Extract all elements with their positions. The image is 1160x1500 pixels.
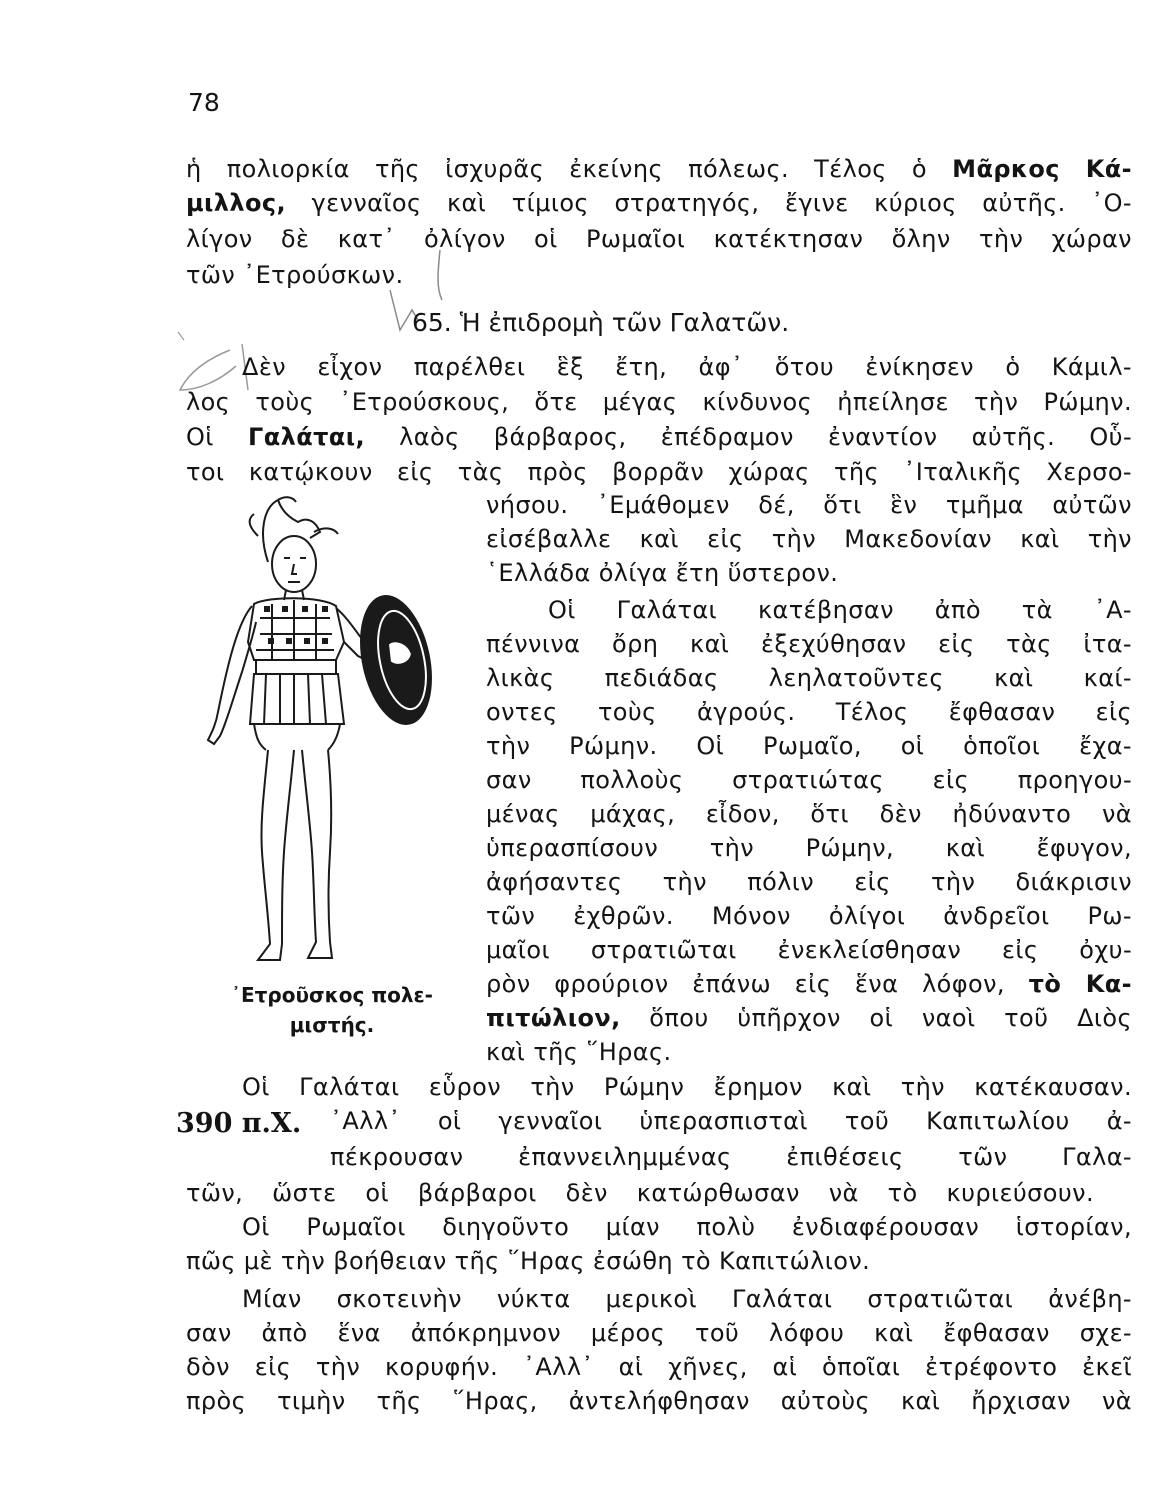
text-line: ῾Ελλάδα ὀλίγα ἔτη ὕστερον. <box>486 559 839 587</box>
text-line: λος τοὺς ᾿Ετρούσκους, ὅτε μέγας κίνδυνος ἠπείλησε τὴν Ρώμην. <box>186 388 1132 416</box>
text-line: λίγον δὲ κατ᾿ ὀλίγον οἱ Ρωμαῖοι κατέκτησαν ὅλην τὴν χώραν <box>186 225 1132 253</box>
text-line: Οἱ Ρωμαῖοι διηγοῦντο μίαν πολὺ ἐνδιαφέρουσαν ἱστορίαν, <box>242 1213 1132 1241</box>
text-line: λικὰς πεδιάδας λεηλατοῦντες καὶ καί- <box>486 664 1132 692</box>
text-line: τοι κατῴκουν εἰς τὰς πρὸς βορρᾶν χώρας τῆς ᾿Ιταλικῆς Χερσο- <box>186 458 1132 486</box>
bold-name: τὸ Κα- <box>1028 970 1132 998</box>
text-span: ὅπου ὑπῆρχον οἱ ναοὶ τοῦ Διὸς <box>620 1004 1132 1032</box>
text-line: τῶν ἐχθρῶν. Μόνον ὀλίγοι ἀνδρεῖοι Ρω- <box>486 902 1132 930</box>
text-span: ἡ πολιορκία τῆς ἰσχυρᾶς ἐκείνης πόλεως. Τέλος ὁ <box>186 155 953 183</box>
text-line: σαν ἀπὸ ἕνα ἀπόκρημνον μέρος τοῦ λόφου καὶ ἔφθασαν σχε- <box>186 1319 1132 1347</box>
text-line: ἀφήσαντες τὴν πόλιν εἰς τὴν διάκρισιν <box>486 868 1132 896</box>
figure-caption-line: μιστής. <box>289 1013 375 1037</box>
bold-name: Γαλάται, <box>248 423 365 451</box>
text-line: σαν πολλοὺς στρατιώτας εἰς προηγου- <box>486 766 1132 794</box>
text-span: λαὸς βάρβαρος, ἐπέδραμον ἐναντίον αὐτῆς. Οὗ- <box>364 423 1133 451</box>
text-line: τῶν, ὥστε οἱ βάρβαροι δὲν κατώρθωσαν νὰ τὸ κυριεύσουν. <box>186 1179 1094 1207</box>
bold-name: μιλλος, <box>186 189 287 217</box>
bold-name: πιτώλιον, <box>486 1004 621 1032</box>
text-line: ὑπερασπίσουν τὴν Ρώμην, καὶ ἔφυγον, <box>486 834 1132 862</box>
text-line: εἰσέβαλλε καὶ εἰς τὴν Μακεδονίαν καὶ τὴν <box>486 525 1132 553</box>
text-line: μαῖοι στρατιῶται ἐνεκλείσθησαν εἰς ὀχυ- <box>486 936 1132 964</box>
text-line: δὸν εἰς τὴν κορυφήν. ᾿Αλλ᾿ αἱ χῆνες, αἱ ὁποῖαι ἐτρέφοντο ἐκεῖ <box>186 1353 1132 1381</box>
text-line: καὶ τῆς ῞Ηρας. <box>486 1038 672 1066</box>
page-number: 78 <box>188 88 220 117</box>
text-line: Μίαν σκοτεινὴν νύκτα μερικοὶ Γαλάται στρατιῶται ἀνέβη- <box>242 1285 1132 1313</box>
text-line <box>186 420 1132 454</box>
text-line: Δὲν εἶχον παρέλθει ἓξ ἔτη, ἀφ᾿ ὅτου ἐνίκησεν ὁ Κάμιλ- <box>242 353 1132 381</box>
text-line <box>486 1001 1132 1035</box>
text-line <box>186 186 1132 220</box>
section-heading: 65. Ἡ ἐπιδρομὴ τῶν Γαλατῶν. <box>412 308 790 337</box>
text-span: ρὸν φρούριον ἐπάνω εἰς ἕνα λόφον, <box>486 970 1029 998</box>
margin-date: 390 π.Χ. <box>176 1108 302 1139</box>
text-line: Οἱ Γαλάται εὗρον τὴν Ρώμην ἔρημον καὶ τὴν κατέκαυσαν. <box>242 1073 1132 1101</box>
text-line <box>486 967 1132 1001</box>
text-line: νήσου. ᾿Εμάθομεν δέ, ὅτι ἓν τμῆμα αὐτῶν <box>486 491 1132 519</box>
text-span: Οἱ <box>186 423 249 451</box>
text-line: τῶν ᾿Ετρούσκων. <box>186 261 404 289</box>
text-line: πέννινα ὄρη καὶ ἐξεχύθησαν εἰς τὰς ἰτα- <box>486 630 1132 658</box>
text-line: τὴν Ρώμην. Οἱ Ρωμαῖο, οἱ ὁποῖοι ἔχα- <box>486 732 1132 760</box>
text-line <box>186 152 1132 186</box>
text-line: πέκρουσαν ἐπαννειλημμένας ἐπιθέσεις τῶν Γαλα- <box>330 1143 1132 1171</box>
text-line: μένας μάχας, εἶδον, ὅτι δὲν ἠδύναντο νὰ <box>486 800 1132 828</box>
text-line: πρὸς τιμὴν τῆς ῞Ηρας, ἀντελήφθησαν αὐτοὺς καὶ ἤρχισαν νὰ <box>186 1387 1132 1415</box>
text-span: γενναῖος καὶ τίμιος στρατηγός, ἔγινε κύριος αὐτῆς. ᾿Ο- <box>286 189 1132 217</box>
etruscan-warrior-illustration <box>198 492 448 982</box>
text-line: πῶς μὲ τὴν βοήθειαν τῆς ῞Ηρας ἐσώθη τὸ Καπιτώλιον. <box>186 1247 871 1275</box>
text-line: ᾿Αλλ᾿ οἱ γενναῖοι ὑπερασπισταὶ τοῦ Καπιτωλίου ἀ- <box>330 1107 1132 1135</box>
text-line: Οἱ Γαλάται κατέβησαν ἀπὸ τὰ ᾿Α- <box>548 596 1132 624</box>
text-line: οντες τοὺς ἀγρούς. Τέλος ἔφθασαν εἰς <box>486 698 1132 726</box>
figure-caption-line: ᾿Ετροῦσκος πολε- <box>231 983 433 1007</box>
bold-name: Μᾶρκος Κά- <box>952 155 1132 183</box>
